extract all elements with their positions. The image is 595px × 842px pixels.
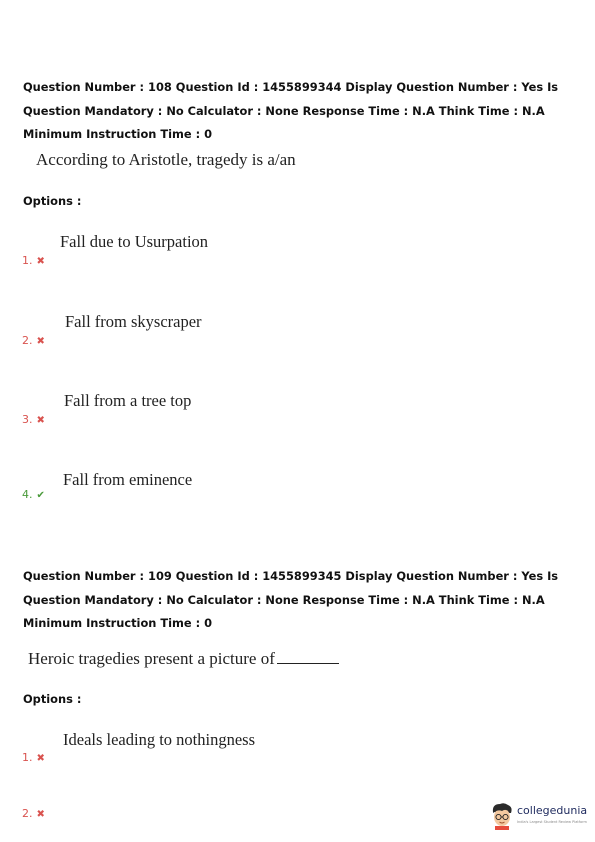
question-108-option-4-number: 4. ✔ [22, 488, 45, 501]
question-108-option-3-number: 3. ✖ [22, 413, 45, 426]
question-109-text: Heroic tragedies present a picture of [28, 649, 339, 669]
cross-icon: ✖ [36, 415, 45, 426]
question-108-option-1-text: Fall due to Usurpation [60, 232, 209, 251]
fill-in-blank [277, 662, 339, 664]
logo-tagline: India's Largest Student Review Platform [517, 820, 587, 824]
check-icon: ✔ [36, 490, 45, 501]
question-108-meta: Question Number : 108 Question Id : 1455899344 Display Question Number : Yes Is Question Mandatory : No Calculator : None Response Time : N.A Think Time : N.A Minimum Instruction Time : 0 [23, 80, 559, 141]
cross-icon: ✖ [36, 256, 45, 267]
cross-icon: ✖ [36, 809, 45, 820]
question-109-option-2-number: 2. ✖ [22, 807, 45, 820]
question-108-text: According to Aristotle, tragedy is a/an [36, 150, 296, 169]
question-109-options-label: Options : [23, 692, 82, 706]
question-109-option-1-number: 1. ✖ [22, 751, 45, 764]
mascot-icon [490, 802, 514, 830]
question-108-option-4-text: Fall from eminence [63, 470, 193, 489]
cross-icon: ✖ [36, 336, 45, 347]
question-109-option-1-text: Ideals leading to nothingness [63, 730, 256, 749]
collegedunia-logo [490, 800, 590, 834]
question-108-option-3-text: Fall from a tree top [64, 391, 192, 410]
question-108-option-1-number: 1. ✖ [22, 254, 45, 267]
cross-icon: ✖ [36, 753, 45, 764]
question-108-option-2-number: 2. ✖ [22, 334, 45, 347]
logo-name: collegedunia [517, 804, 588, 817]
question-108-option-2-text: Fall from skyscraper [65, 312, 202, 331]
question-108-options-label: Options : [23, 194, 82, 208]
question-109-meta: Question Number : 109 Question Id : 1455899345 Display Question Number : Yes Is Question Mandatory : No Calculator : None Response Time : N.A Think Time : N.A Minimum Instruction Time : 0 [23, 569, 559, 630]
